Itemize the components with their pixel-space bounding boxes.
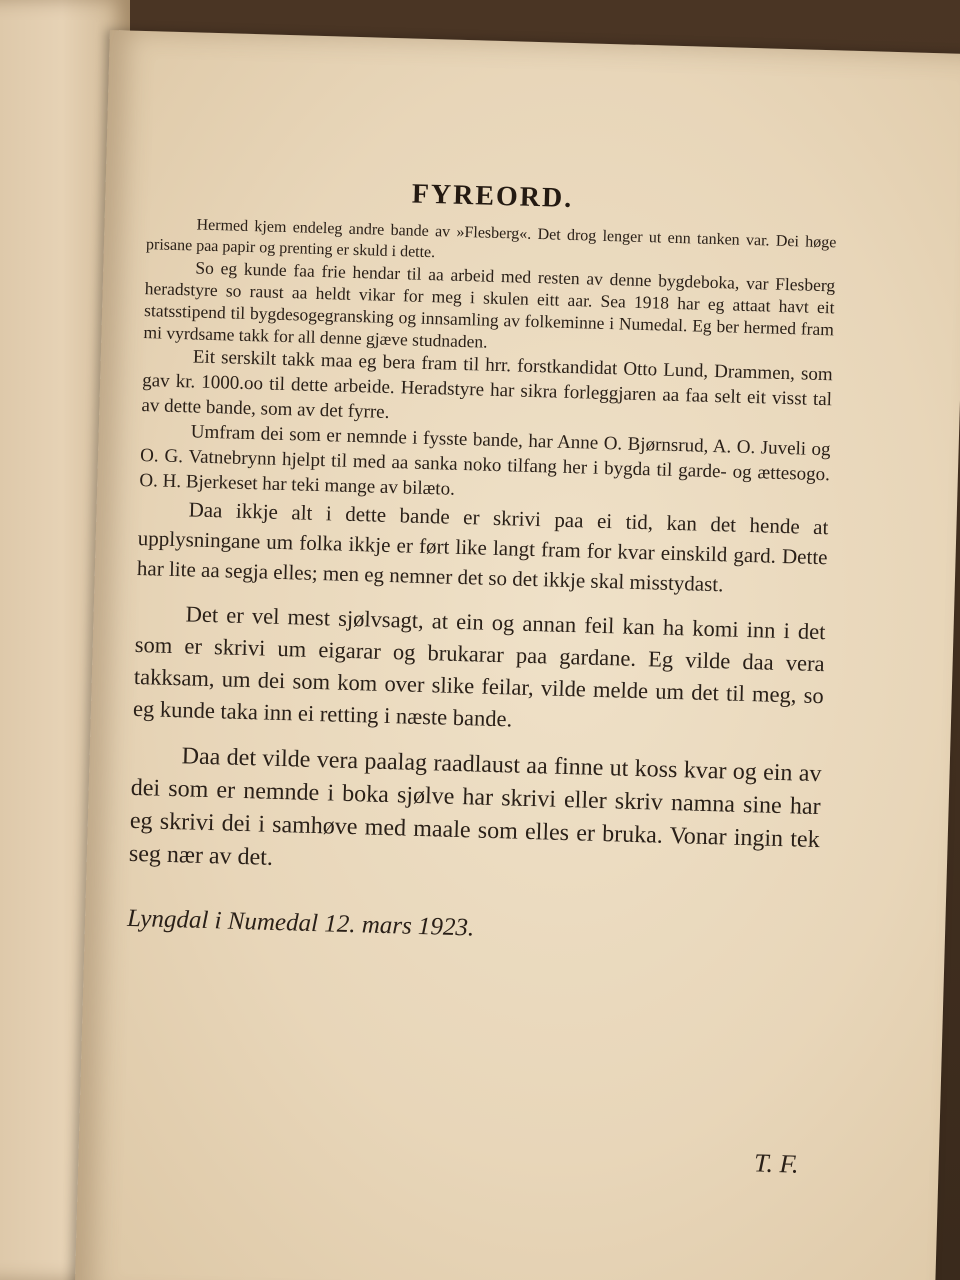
paragraph-6: Det er vel mest sjølvsagt, at ein og annan feil kan ha komi inn i det som er skrivi um eigarar og brukarar paa gardane. Eg vilde daa vera takksam, um dei som kom over slike feilar, vilde melde um det til meg, so eg kunde taka inn ei retting i næste bande. — [132, 601, 826, 732]
paragraph-2: So eg kunde faa frie hendar til aa arbeid med resten av denne bygdeboka, var Flesberg heradstyre so raust aa heldt vikar for meg i skulen eitt aar. Sea 1918 har eg attaat havt eit statsstipend til bygdesogegransking og innsamling av folkeminne i Numedal. Eg ber hermed fram mi vyrdsame takk for all denne gjæve studnaden. — [143, 257, 836, 352]
paragraph-5: Daa ikkje alt i dette bande er skrivi paa ei tid, kan det hende at upplysningane um folka ikkje er ført like langt fram for kvar einskild gard. Dette har lite aa segja elles; men eg nemner det so det ikkje skal misstydast. — [136, 497, 829, 597]
preface-text — [126, 171, 838, 977]
book-page — [75, 30, 960, 1280]
place-date: Lyngdal i Numedal 12. mars 1923. — [126, 904, 475, 942]
paragraph-4: Umfram dei som er nemnde i fysste bande, har Anne O. Bjørnsrud, A. O. Juveli og O. G. Vatnebrynn hjelpt til med aa sanka noko tilfang her i bygda til garde- og ættesogo. O. H. Bjerkeset har teki mange av bilæto. — [139, 421, 831, 500]
paragraph-3: Eit serskilt takk maa eg bera fram til hrr. forstkandidat Otto Lund, Drammen, som gav kr. 1000.oo til dette arbeide. Heradstyre har sikra forleggjaren aa faa selt eit visst tal av dette bande, som av det fyrre. — [141, 346, 833, 423]
paragraph-7: Daa det vilde vera paalag raadlaust aa finne ut koss kvar og ein av dei som er nemnde i boka sjølve har skrivi eller skriv namna sine har eg skrivi dei i samhøve med maale som elles er bruka. Vonar ingin tek seg nær av det. — [128, 743, 822, 871]
author-initials: T. F. — [753, 1148, 800, 1179]
page-title: FYREORD. — [411, 178, 574, 214]
paragraph-1: Hermed kjem endeleg andre bande av »Flesberg«. Det drog lenger ut enn tanken var. Dei høge prisane paa papir og prenting er skuld i dette. — [145, 216, 837, 262]
